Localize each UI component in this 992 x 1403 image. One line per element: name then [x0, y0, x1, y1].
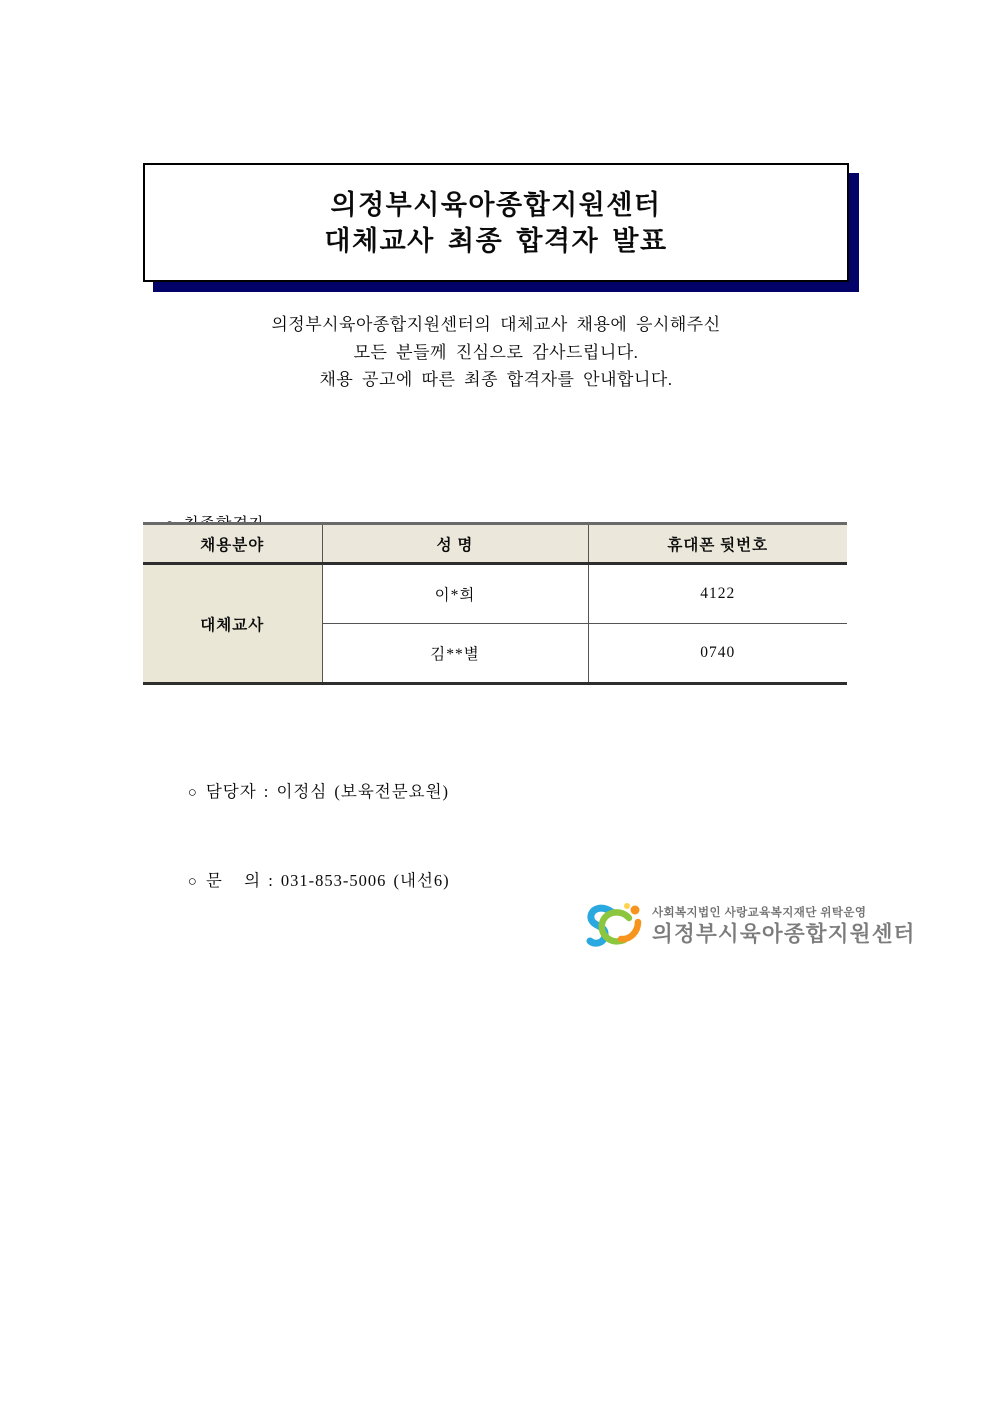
table-row [143, 564, 847, 624]
contact-block [145, 748, 450, 926]
org-logo-icon [586, 898, 648, 954]
contact-phone-label: 문 의 : 031-853-5006 (내선6) [205, 871, 450, 890]
intro-line-3: 채용 공고에 따른 최종 합격자를 안내합니다. [319, 370, 673, 389]
title-line-2: 대체교사 최종 합격자 발표 [324, 225, 668, 256]
category-cell: 대체교사 [143, 564, 322, 684]
contact-phone-line [145, 837, 450, 926]
name-cell: 이*희 [322, 564, 588, 624]
intro-paragraph [0, 311, 992, 394]
col-header-phone: 휴대폰 뒷번호 [588, 524, 847, 564]
title-box [143, 163, 849, 282]
footer-logo [586, 898, 916, 954]
name-cell: 김**별 [322, 624, 588, 684]
circle-bullet-icon: ○ [187, 874, 198, 890]
results-table [143, 522, 847, 685]
intro-line-2: 모든 분들께 진심으로 감사드립니다. [353, 342, 639, 362]
phone-cell: 4122 [588, 564, 847, 624]
phone-cell: 0740 [588, 624, 847, 684]
logo-text-block [652, 906, 916, 947]
title-line-1: 의정부시육아종합지원센터 [330, 189, 662, 220]
contact-manager-label: 담당자 : 이정심 (보육전문요원) [205, 782, 450, 801]
contact-manager-line [145, 748, 450, 837]
circle-bullet-icon: ○ [187, 785, 198, 801]
table-header-row [143, 524, 847, 564]
logo-tagline: 사회복지법인 사랑교육복지재단 위탁운영 [652, 906, 867, 919]
intro-line-1: 의정부시육아종합지원센터의 대체교사 채용에 응시해주신 [271, 315, 721, 334]
col-header-category: 채용분야 [143, 524, 322, 564]
logo-org-name: 의정부시육아종합지원센터 [652, 921, 916, 946]
col-header-name: 성 명 [322, 524, 588, 564]
